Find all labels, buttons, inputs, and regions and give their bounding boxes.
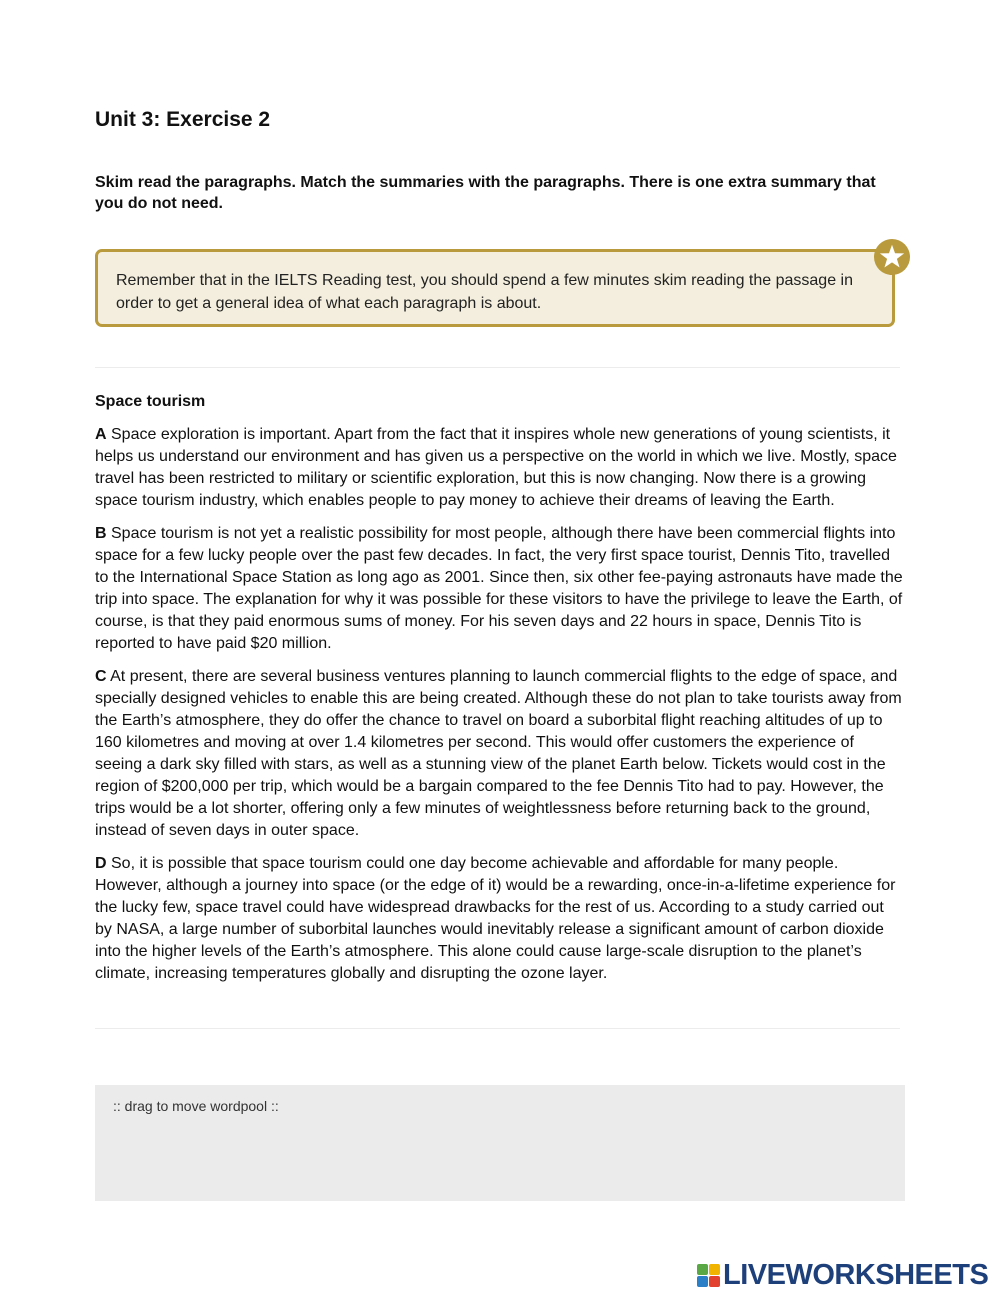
divider <box>95 367 900 368</box>
instructions: Skim read the paragraphs. Match the summaries with the paragraphs. There is one extra summary that you do not need. <box>95 174 876 212</box>
paragraph-text: So, it is possible that space tourism could one day become achievable and affordable for many people. However, although a journey into space (or the edge of it) would be a rewarding, once-in-a-lifetime experience for the lucky few, space travel could have widespread drawbacks for the rest of us. According to a study carried out by NASA, a large number of suborbital launches would inevitably release a significant amount of carbon dioxide into the higher levels of the Earth’s atmosphere. This alone could cause large-scale disruption to the planet’s climate, increasing temperatures globally and disrupting the ozone layer. <box>95 855 896 982</box>
page-title: Unit 3: Exercise 2 <box>95 108 271 131</box>
paragraph-b <box>95 523 905 655</box>
liveworksheets-logo[interactable] <box>697 1259 988 1292</box>
paragraph-text: At present, there are several business ventures planning to launch commercial flights to the edge of space, and specially designed vehicles to enable this are being created. Although these do not plan to take tourists away from the Earth’s atmosphere, they do offer the chance to travel on board a suborbital flight reaching altitudes of up to 160 kilometres and moving at over 1.4 kilometres per second. This would offer customers the experience of seeing a dark sky filled with stars, as well as a stunning view of the planet Earth below. Tickets would cost in the region of $200,000 per trip, which would be a bargain compared to the fee Dennis Tito had to pay. However, the trips would be a lot shorter, offering only a few minutes of weightlessness before returning back to the ground, instead of seven days in outer space. <box>95 668 902 839</box>
paragraph-letter: C <box>95 668 107 685</box>
paragraph-c <box>95 666 905 842</box>
divider <box>95 1028 900 1029</box>
paragraph-letter: D <box>95 855 107 872</box>
paragraph-a <box>95 424 905 512</box>
paragraph-text: Space exploration is important. Apart from the fact that it inspires whole new generations of young scientists, it helps us understand our environment and has given us a perspective on the world in which we live. Mostly, space travel has been restricted to military or scientific exploration, but this is now changing. Now there is a growing space tourism industry, which enables people to pay money to achieve their dreams of leaving the Earth. <box>95 426 897 509</box>
paragraph-letter: B <box>95 525 107 542</box>
wordpool-drag-handle[interactable]: :: drag to move wordpool :: <box>113 1098 279 1114</box>
tip-box: Remember that in the IELTS Reading test, you should spend a few minutes skim reading the passage in order to get a general idea of what each paragraph is about. <box>95 249 895 327</box>
logo-text: LIVEWORKSHEETS <box>723 1259 989 1291</box>
paragraph-text: Space tourism is not yet a realistic possibility for most people, although there have been commercial flights into space for a few lucky people over the past few decades. In fact, the very first space tourist, Dennis Tito, travelled to the International Space Station as long ago as 2001. Since then, six other fee-paying astronauts have made the trip into space. The explanation for why it was possible for these visitors to have the privilege to leave the Earth, of course, is that they paid enormous sums of money. For his seven days and 22 hours in space, Dennis Tito is reported to have paid $20 million. <box>95 525 903 652</box>
wordpool[interactable] <box>95 1085 905 1201</box>
paragraph-letter: A <box>95 426 107 443</box>
star-icon <box>874 239 910 275</box>
passage <box>95 391 905 996</box>
passage-heading: Space tourism <box>95 393 206 410</box>
logo-tiles-icon <box>697 1264 720 1287</box>
paragraph-d <box>95 853 905 985</box>
